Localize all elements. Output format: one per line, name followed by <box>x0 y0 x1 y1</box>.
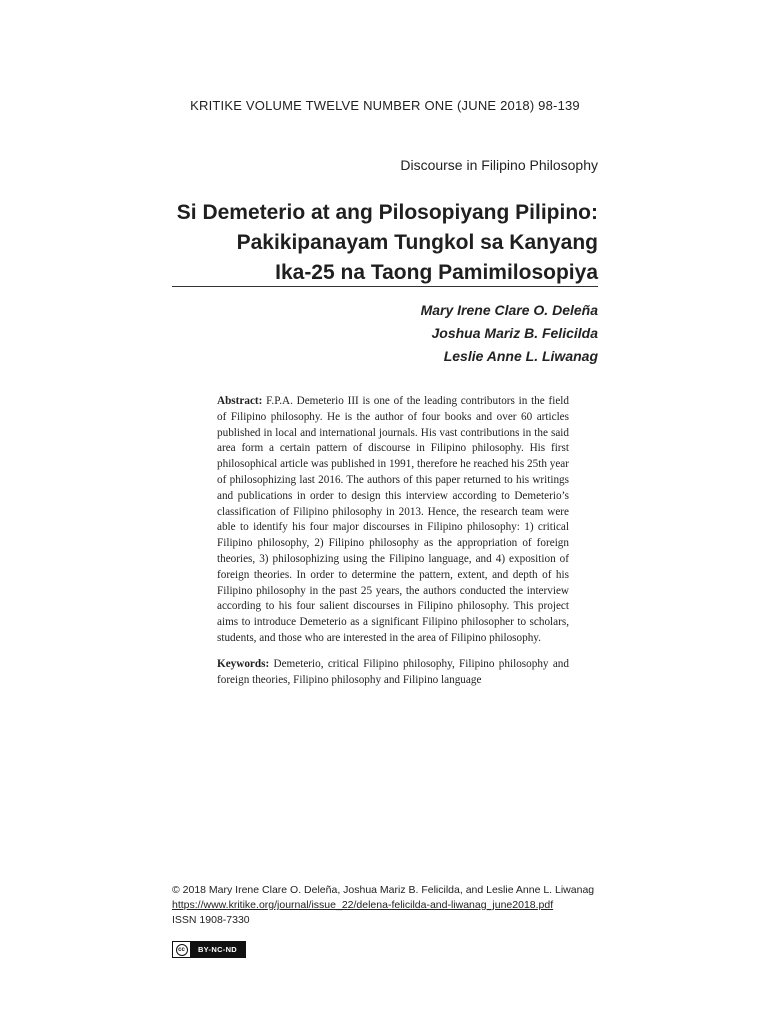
title-line: Pakikipanayam Tungkol sa Kanyang <box>236 231 598 254</box>
keywords-paragraph <box>217 657 569 689</box>
abstract-block <box>217 394 569 698</box>
cc-license-badge[interactable] <box>172 941 246 958</box>
copyright-notice: © 2018 Mary Irene Clare O. Deleña, Joshua Mariz B. Felicilda, and Leslie Anne L. Liwanag <box>172 884 595 896</box>
article-url-link[interactable]: https://www.kritike.org/journal/issue_22/delena-felicilda-and-liwanag_june2018.pdf <box>172 899 554 911</box>
author-name: Leslie Anne L. Liwanag <box>443 348 598 364</box>
journal-header: KRITIKE VOLUME TWELVE NUMBER ONE (JUNE 2018) 98-139 <box>190 98 580 113</box>
title-divider <box>172 286 598 287</box>
keywords-label: Keywords: <box>217 657 270 670</box>
license-text: BY-NC-ND <box>190 942 245 957</box>
abstract-paragraph <box>217 394 569 647</box>
abstract-text: F.P.A. Demeterio III is one of the leading contributors in the field of Filipino philosophy. He is the author of four books and over 60 articles published in local and international journals. His vast contributions in the said area form a certain pattern of discourse in Filipino philosophy. His first philosophical article was published in 1991, therefore he reached his 25th year of philosophizing last 2016. The authors of this paper returned to his writings and publications in order to design this interview according to Demeterio’s classification of Filipino philosophy in 2013. Hence, the research team were able to identify his four major discourses in Filipino philosophy: 1) critical Filipino philosophy, 2) Filipino philosophy as the appropriation of foreign theories, 3) philosophizing using the Filipino language, and 4) exposition of foreign theories. In order to determine the pattern, extent, and depth of his Filipino philosophy in the past 25 years, the authors conducted the interview according to his four salient discourses in Filipino philosophy. This project aims to introduce Demeterio as a significant Filipino philosopher to scholars, students, and those who are interested in the area of Filipino philosophy. <box>217 395 569 644</box>
section-label: Discourse in Filipino Philosophy <box>400 157 598 173</box>
title-line: Ika-25 na Taong Pamimilosopiya <box>275 261 598 284</box>
cc-symbol: cc <box>176 944 188 956</box>
author-name: Mary Irene Clare O. Deleña <box>420 302 598 318</box>
article-title <box>168 198 598 288</box>
keywords-text: Demeterio, critical Filipino philosophy, Filipino philosophy and foreign theories, Filipino philosophy and Filipino language <box>217 657 569 686</box>
author-list <box>421 299 598 368</box>
title-line: Si Demeterio at ang Pilosopiyang Pilipino: <box>176 201 598 224</box>
article-footer <box>172 883 612 928</box>
abstract-label: Abstract: <box>217 395 263 407</box>
author-name: Joshua Mariz B. Felicilda <box>431 325 598 341</box>
creative-commons-icon <box>173 942 190 957</box>
issn-number: ISSN 1908-7330 <box>172 914 250 926</box>
